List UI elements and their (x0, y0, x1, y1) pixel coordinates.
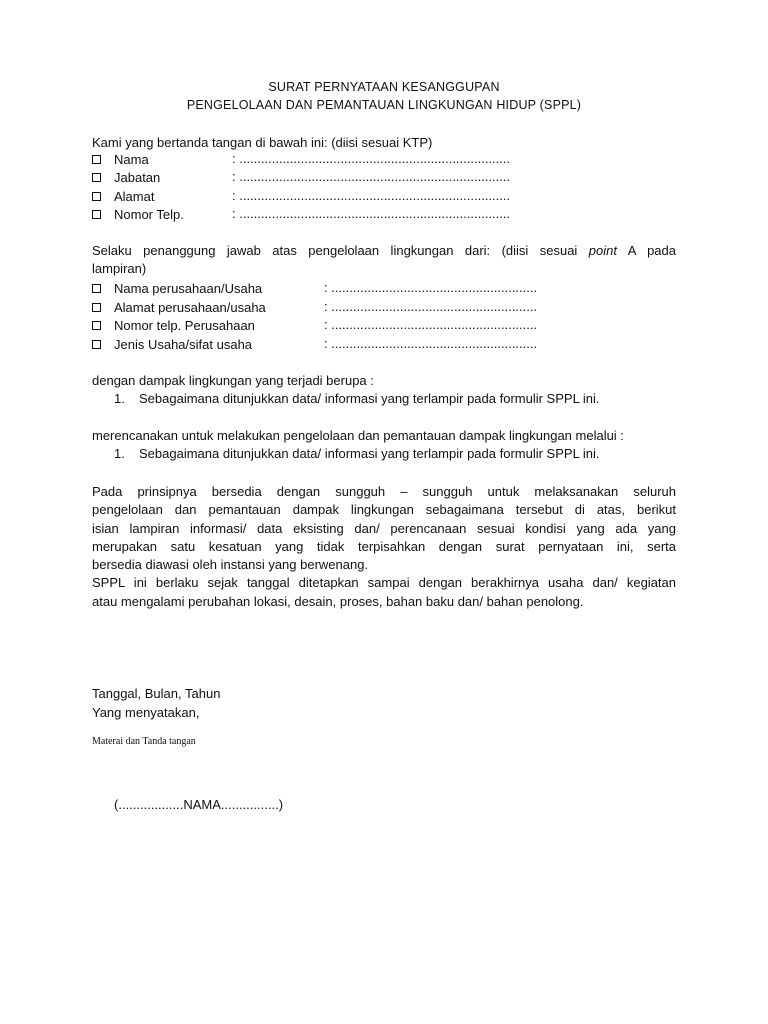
checkbox-icon (92, 210, 101, 219)
field-dots: : ......................................................... (324, 336, 538, 351)
checkbox-icon (92, 340, 101, 349)
field-nomor-telp-perusahaan (92, 316, 255, 334)
doc-title-line2: PENGELOLAAN DAN PEMANTAUAN LINGKUNGAN HIDUP (SPPL) (186, 98, 582, 112)
field-label: Alamat perusahaan/usaha (114, 299, 266, 315)
signature-name: (..................NAMA................) (114, 797, 284, 812)
statement-line: isian lampiran informasi/ data eksisting dan/ perencanaan sesuai kondisi yang ada yang (92, 520, 676, 536)
statement-line: Pada prinsipnya bersedia dengan sungguh – sungguh untuk melaksanakan seluruh (92, 484, 676, 499)
impact-item-number: 1. (114, 391, 125, 406)
field-label: Jabatan (114, 169, 161, 185)
checkbox-icon (92, 303, 101, 312)
field-label: Nama perusahaan/Usaha (114, 280, 263, 296)
field-dots: : ......................................................... (324, 280, 538, 295)
responsible-text-a: Selaku penanggung jawab atas pengelolaan lingkungan dari: (diisi sesuai (92, 243, 578, 258)
validity-line: SPPL ini berlaku sejak tanggal ditetapkan sampai dengan berakhirnya usaha dan/ kegiatan (92, 575, 676, 591)
field-dots: : ........................................................................... (232, 169, 511, 184)
impact-heading: dengan dampak lingkungan yang terjadi berupa : (92, 373, 374, 388)
checkbox-icon (92, 155, 101, 164)
responsible-line1 (92, 242, 676, 260)
signature-date: Tanggal, Bulan, Tahun (92, 686, 221, 701)
field-nama (92, 150, 149, 168)
field-label: Nama (114, 151, 149, 167)
checkbox-icon (92, 173, 101, 182)
field-label: Jenis Usaha/sifat usaha (114, 336, 253, 352)
field-dots: : ......................................................... (324, 299, 538, 314)
field-alamat-perusahaan (92, 298, 266, 316)
responsible-line2: lampiran) (92, 261, 147, 277)
statement-line: merupakan satu kesatuan yang tidak terpisahkan dengan surat pernyataan ini, serta (92, 538, 676, 554)
field-nama-perusahaan (92, 279, 262, 297)
validity-line: atau mengalami perubahan lokasi, desain, proses, bahan baku dan/ bahan penolong. (92, 593, 584, 609)
field-label: Nomor telp. Perusahaan (114, 317, 255, 333)
checkbox-icon (92, 321, 101, 330)
responsible-paragraph (92, 242, 676, 279)
field-label: Alamat (114, 188, 155, 204)
field-dots: : ........................................................................... (232, 206, 511, 221)
signature-declarer: Yang menyatakan, (92, 705, 200, 720)
field-nomor-telp (92, 205, 184, 223)
plan-heading: merencanakan untuk melakukan pengelolaan dan pemantauan dampak lingkungan melalui : (92, 428, 624, 443)
field-dots: : ........................................................................... (232, 151, 511, 166)
field-alamat (92, 187, 154, 205)
statement-line: pengelolaan dan pemantauan dampak lingkungan sebagaimana tersebut di atas, berikut (92, 502, 676, 518)
checkbox-icon (92, 284, 101, 293)
field-jenis-usaha (92, 335, 252, 353)
plan-item-number: 1. (114, 446, 125, 461)
field-jabatan (92, 168, 160, 186)
responsible-text-b: A pada (627, 243, 676, 258)
impact-item-text: Sebagaimana ditunjukkan data/ informasi yang terlampir pada formulir SPPL ini. (139, 391, 600, 406)
field-dots: : ........................................................................... (232, 188, 511, 203)
plan-item-text: Sebagaimana ditunjukkan data/ informasi yang terlampir pada formulir SPPL ini. (139, 446, 600, 461)
responsible-text-italic: point (588, 243, 617, 258)
doc-title-line1: SURAT PERNYATAAN KESANGGUPAN (268, 80, 500, 94)
checkbox-icon (92, 192, 101, 201)
intro-text: Kami yang bertanda tangan di bawah ini: (diisi sesuai KTP) (92, 135, 433, 150)
stamp-note: Materai dan Tanda tangan (92, 736, 196, 747)
field-dots: : ......................................................... (324, 317, 538, 332)
statement-line: bersedia diawasi oleh instansi yang berwenang. (92, 557, 369, 573)
field-label: Nomor Telp. (114, 206, 184, 222)
statement-paragraph (92, 483, 676, 611)
